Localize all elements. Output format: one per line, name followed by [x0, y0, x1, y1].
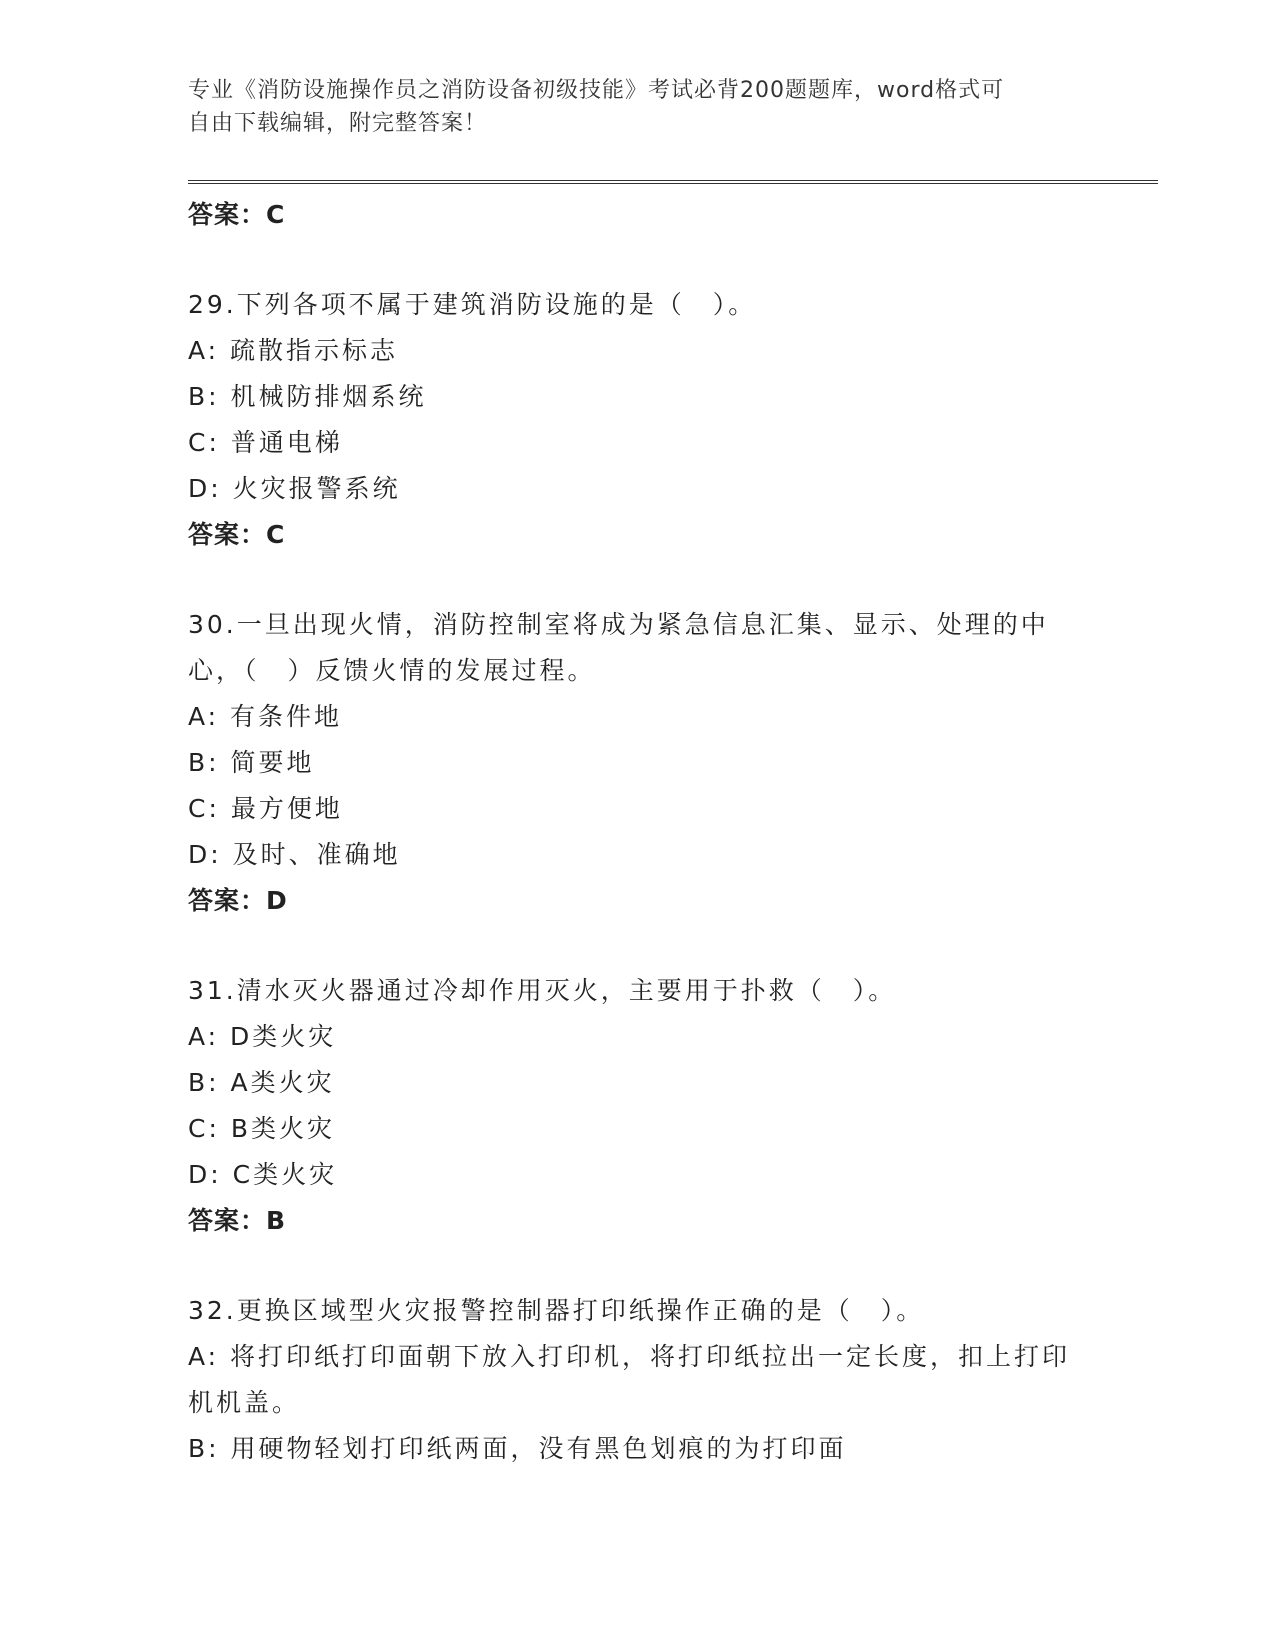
- option-c: C: B类火灾: [188, 1114, 335, 1143]
- option-d: D: 及时、准确地: [188, 840, 401, 869]
- question-32: [188, 1288, 1088, 1472]
- option-a: A: 有条件地: [188, 702, 343, 731]
- question-stem: 32.更换区域型火灾报警控制器打印纸操作正确的是（ ）。: [188, 1296, 925, 1325]
- option-c: C: 普通电梯: [188, 428, 343, 457]
- option-a: A: 疏散指示标志: [188, 336, 399, 365]
- answer-label: 答案：B: [188, 1206, 287, 1235]
- option-a: A: 将打印纸打印面朝下放入打印机，将打印纸拉出一定长度，扣上打印机机盖。: [188, 1342, 1071, 1417]
- page-header: [188, 74, 1088, 140]
- question-31: [188, 968, 1088, 1244]
- option-b: B: 机械防排烟系统: [188, 382, 427, 411]
- question-stem: 30.一旦出现火情，消防控制室将成为紧急信息汇集、显示、处理的中心，（ ）反馈火情的发展过程。: [188, 610, 1049, 685]
- question-stem: 29.下列各项不属于建筑消防设施的是（ ）。: [188, 290, 757, 319]
- question-29: [188, 282, 1088, 558]
- option-d: D: C类火灾: [188, 1160, 338, 1189]
- header-divider: [188, 180, 1158, 184]
- question-30: [188, 602, 1088, 924]
- option-d: D: 火灾报警系统: [188, 474, 401, 503]
- previous-answer: 答案：C: [188, 200, 286, 229]
- question-list: [188, 192, 1088, 1472]
- option-b: B: 用硬物轻划打印纸两面，没有黑色划痕的为打印面: [188, 1434, 847, 1463]
- answer-label: 答案：C: [188, 520, 286, 549]
- header-line-2: 自由下载编辑，附完整答案！: [188, 111, 488, 136]
- header-line-1: 专业《消防设施操作员之消防设备初级技能》考试必背200题题库，word格式可: [188, 78, 1005, 103]
- option-c: C: 最方便地: [188, 794, 343, 823]
- option-a: A: D类火灾: [188, 1022, 337, 1051]
- option-b: B: 简要地: [188, 748, 315, 777]
- option-b: B: A类火灾: [188, 1068, 335, 1097]
- answer-label: 答案：D: [188, 886, 288, 915]
- question-stem: 31.清水灭火器通过冷却作用灭火，主要用于扑救（ ）。: [188, 976, 897, 1005]
